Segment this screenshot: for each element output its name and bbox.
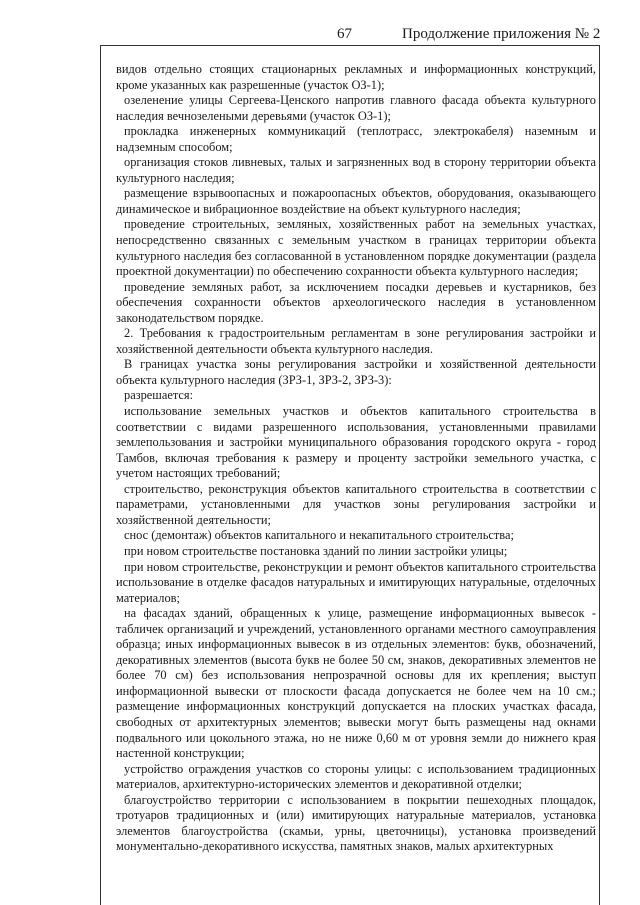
paragraph: проведение строительных, земляных, хозяйственных работ на земельных участках, непосредственно связанных с земельным участком в границах территории объекта культурного наследия без согласованной в установленном порядке документации (раздела проектной документации) по обеспечению сохранности объекта культурного наследия; (116, 217, 596, 279)
paragraph: размещение взрывоопасных и пожароопасных объектов, оборудования, оказывающего динамическое и вибрационное воздействие на объект культурного наследия; (116, 186, 596, 216)
paragraph: прокладка инженерных коммуникаций (теплотрасс, электрокабеля) наземным и надземным способом; (116, 124, 596, 154)
paragraph: видов отдельно стоящих стационарных рекламных и информационных конструкций, кроме указанных как разрешенные (участок ОЗ-1); (116, 62, 596, 92)
paragraph: строительство, реконструкция объектов капитального строительства в соответствии с параметрами, установленными для участков зоны регулирования застройки и хозяйственной деятельности; (116, 481, 596, 527)
appendix-title: Продолжение приложения № 2 (402, 26, 601, 42)
paragraph: 2. Требования к градостроительным регламентам в зоне регулирования застройки и хозяйственной деятельности объекта культурного наследия. (116, 326, 596, 356)
paragraph: при новом строительстве постановка зданий по линии застройки улицы; (124, 543, 508, 558)
document-body (116, 62, 596, 855)
paragraph: на фасадах зданий, обращенных к улице, размещение информационных вывесок - табличек организаций и учреждений, установленного органами местного самоуправления образца; иных информационных вывесок в из отдельных элементов: букв, обозначений, декоративных элементов (высота букв не более 50 см, знаков, декоративных элементов не более 70 см) без использования непрозрачной основы для их крепления; выступ информационной вывески от плоскости фасада допускается не более чем на 10 см.; размещение информационных конструкций допускается на плоских участках фасада, свободных от архитектурных элементов; вывески могут быть размещены над окнами подвального или цокольного этажа, но не ниже 0,60 м от уровня земли до нижнего края настенной конструкции; (116, 606, 596, 761)
paragraph: использование земельных участков и объектов капитального строительства в соответствии с видами разрешенного использования, установленными правилами землепользования и застройки муниципального образования городского округа - город Тамбов, включая требования к размеру и проценту застройки земельного участка, с учетом настоящих требований; (116, 404, 596, 481)
paragraph: озеленение улицы Сергеева-Ценского напротив главного фасада объекта культурного наследия вечнозелеными деревьями (участок ОЗ-1); (116, 93, 596, 123)
paragraph: снос (демонтаж) объектов капитального и некапитального строительства; (124, 528, 514, 543)
paragraph: устройство ограждения участков со стороны улицы: с использованием традиционных материалов, архитектурно-исторических элементов и декоративной отделки; (116, 761, 596, 792)
page-header (0, 26, 640, 44)
paragraph: организация стоков ливневых, талых и загрязненных вод в сторону территории объекта культурного наследия; (116, 155, 596, 185)
paragraph: проведение земляных работ, за исключением посадки деревьев и кустарников, без обеспечения сохранности объектов археологического наследия в установленном законодательством порядке. (116, 279, 596, 325)
paragraph: разрешается: (124, 388, 194, 403)
paragraph: В границах участка зоны регулирования застройки и хозяйственной деятельности объекта культурного наследия (ЗРЗ-1, ЗРЗ-2, ЗРЗ-3): (116, 357, 596, 387)
paragraph: при новом строительстве, реконструкции и ремонт объектов капитального строительства использование в отделке фасадов натуральных и имитирующих натуральные, отделочных материалов; (116, 559, 596, 605)
page-number: 67 (337, 26, 352, 42)
paragraph: благоустройство территории с использованием в покрытии пешеходных площадок, тротуаров традиционных и (или) имитирующих натуральные материалов, установка элементов благоустройства (скамьи, урны, цветочницы), установка произведений монументально-декоративного искусства, памятных знаков, малых архитектурных (116, 792, 596, 854)
